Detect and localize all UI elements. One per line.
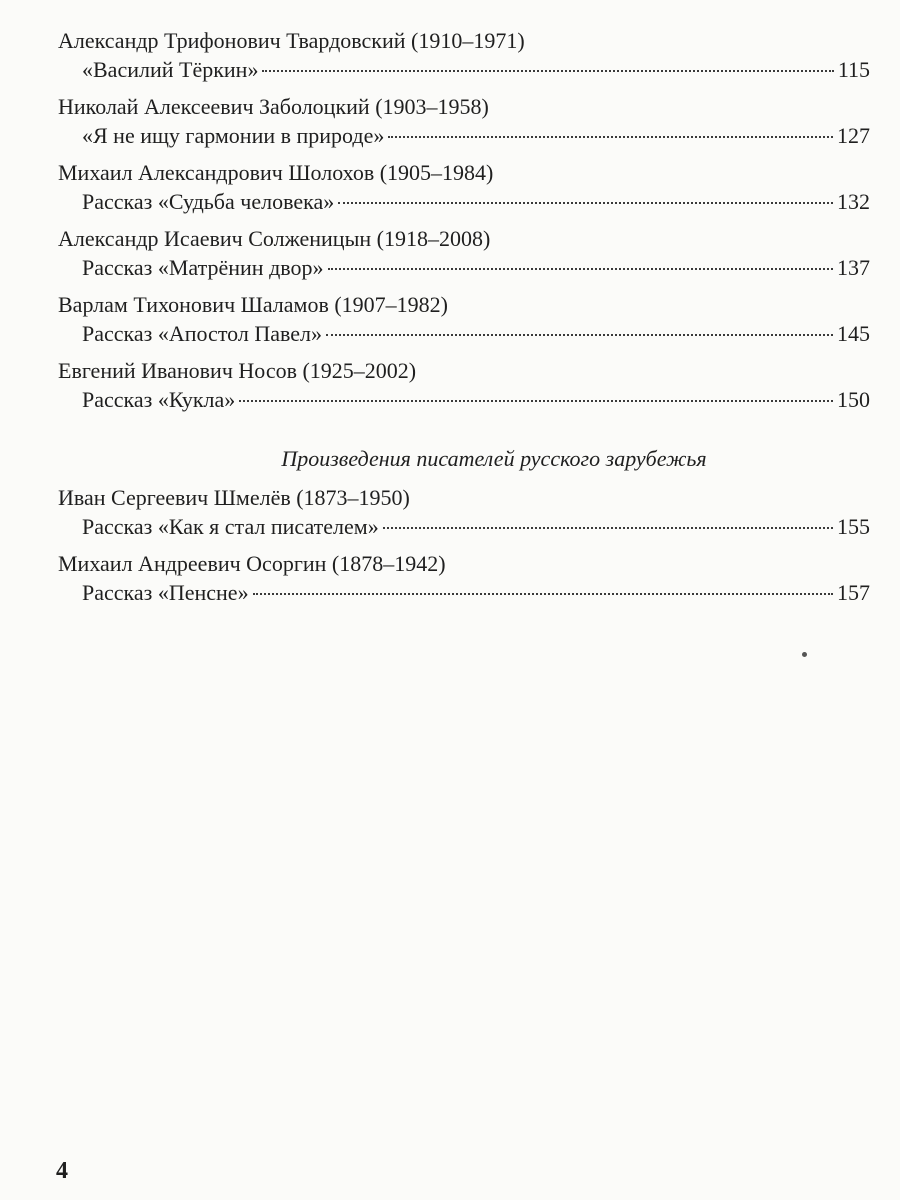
- dot-leader: [338, 202, 833, 204]
- author-name: Николай Алексеевич Заболоцкий (1903–1958): [58, 94, 489, 119]
- toc-line: [58, 253, 870, 282]
- toc-entry: [58, 483, 870, 541]
- toc-line: [58, 512, 870, 541]
- work-title: Рассказ «Кукла»: [82, 387, 236, 412]
- dot-leader: [253, 593, 833, 595]
- work-title: Рассказ «Матрёнин двор»: [82, 255, 324, 280]
- page-ref: 150: [837, 387, 870, 412]
- page-ref: 155: [837, 514, 870, 539]
- toc-line: [58, 121, 870, 150]
- dot-leader: [239, 400, 833, 402]
- toc-entry: [58, 549, 870, 607]
- author-name: Варлам Тихонович Шаламов (1907–1982): [58, 292, 448, 317]
- work-title: Рассказ «Судьба человека»: [82, 189, 335, 214]
- toc-entry: [58, 224, 870, 282]
- toc-line: [58, 55, 870, 84]
- work-title: «Василий Тёркин»: [82, 57, 259, 82]
- toc-line: [58, 578, 870, 607]
- page-ref: 137: [837, 255, 870, 280]
- toc-line: [58, 187, 870, 216]
- author-name: Александр Трифонович Твардовский (1910–1971): [58, 28, 525, 53]
- page-ref: 132: [837, 189, 870, 214]
- work-title: Рассказ «Апостол Павел»: [82, 321, 322, 346]
- author-name: Михаил Александрович Шолохов (1905–1984): [58, 160, 494, 185]
- page-ref: 127: [837, 123, 870, 148]
- toc-line: [58, 385, 870, 414]
- toc-entry: [58, 356, 870, 414]
- toc-entry: [58, 158, 870, 216]
- page-ref: 157: [837, 580, 870, 605]
- author-name: Александр Исаевич Солженицын (1918–2008): [58, 226, 491, 251]
- work-title: «Я не ищу гармонии в природе»: [82, 123, 385, 148]
- dot-leader: [326, 334, 833, 336]
- toc-line: [58, 319, 870, 348]
- toc-entry: [58, 26, 870, 84]
- work-title: Рассказ «Как я стал писателем»: [82, 514, 379, 539]
- dot-leader: [388, 136, 833, 138]
- author-name: Евгений Иванович Носов (1925–2002): [58, 358, 417, 383]
- dot-leader: [262, 70, 833, 72]
- page-ref: 115: [837, 57, 870, 82]
- author-name: Михаил Андреевич Осоргин (1878–1942): [58, 551, 446, 576]
- work-title: Рассказ «Пенсне»: [82, 580, 249, 605]
- toc-entry: [58, 92, 870, 150]
- page-ref: 145: [837, 321, 870, 346]
- dot-leader: [383, 527, 833, 529]
- dot-leader: [328, 268, 834, 270]
- page-number: 4: [56, 1158, 68, 1184]
- section-heading: Произведения писателей русского зарубежья: [281, 446, 707, 471]
- toc-entry: [58, 290, 870, 348]
- table-of-contents: [58, 26, 870, 615]
- print-speck: [802, 652, 807, 657]
- author-name: Иван Сергеевич Шмелёв (1873–1950): [58, 485, 410, 510]
